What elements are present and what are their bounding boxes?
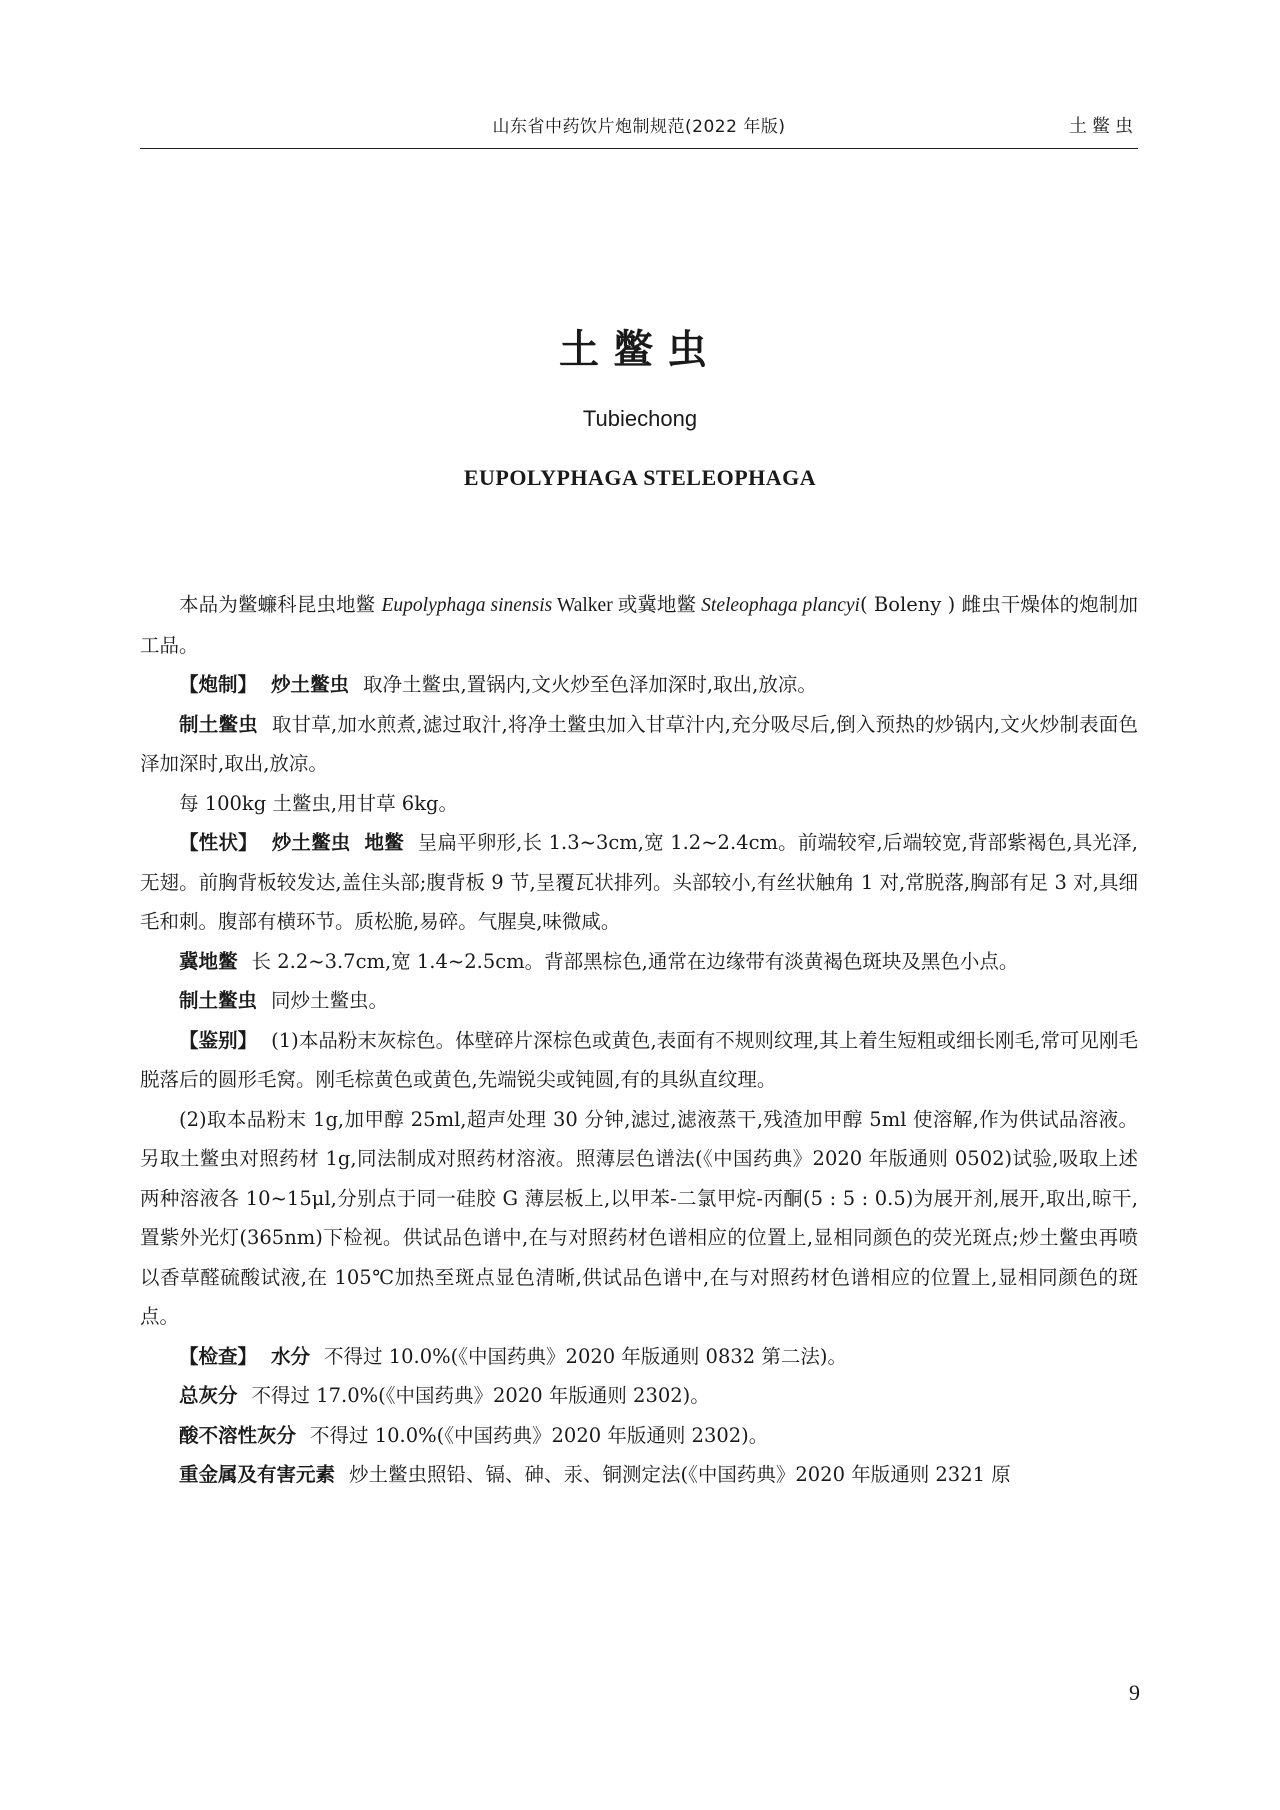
section-label-jiancha: 【检查】 <box>179 1344 258 1368</box>
section-label-jianbie: 【鉴别】 <box>179 1028 258 1052</box>
sub-label-suanburong: 酸不溶性灰分 <box>179 1423 297 1447</box>
page-number: 9 <box>1129 1680 1140 1705</box>
jiancha-paragraph <box>140 1337 1138 1377</box>
title-pinyin: Tubiechong <box>582 406 698 431</box>
running-title: 山东省中药饮片炮制规范(2022 年版) <box>492 117 786 137</box>
sub-label-chao: 炒土鳖虫 <box>271 673 350 696</box>
zhi2-text: 同炒土鳖虫。 <box>271 989 389 1012</box>
sub-label-zhi: 制土鳖虫 <box>179 712 258 736</box>
jianbie-text-1: (1)本品粉末灰棕色。体壁碎片深棕色或黄色,表面有不规则纹理,其上着生短粗或细长刚毛,常可见刚毛脱落后的圆形毛窝。刚毛棕黄色或黄色,先端锐尖或钝圆,有的具纵直纹理。 <box>140 1028 1138 1091</box>
page-title: 土鳖虫 <box>559 327 721 373</box>
sub-label-zhi-2: 制土鳖虫 <box>179 989 258 1012</box>
zhi2-paragraph <box>140 981 1138 1021</box>
section-label-paozhi: 【炮制】 <box>179 673 258 696</box>
sub-label-zhongjinshu: 重金属及有害元素 <box>179 1463 336 1486</box>
sub-label-jidibie: 冀地鳖 <box>179 949 238 973</box>
intro-text-2: Walker 或冀地鳖 <box>552 595 702 616</box>
jianbie-paragraph-2: (2)取本品粉末 1g,加甲醇 25ml,超声处理 30 分钟,滤过,滤液蒸干,残渣加甲醇 5ml 使溶解,作为供试品溶液。另取土鳖虫对照药材 1g,同法制成对照药材溶液。照薄层色谱法(《中国药典》2020 年版通则 0502)试验,吸取上述两种溶液各 10~15μl,分别点于同一硅胶 G 薄层板上,以甲苯-二氯甲烷-丙酮(5 : 5 : 0.5)为展开剂,展开,取出,晾干,置紫外光灯(365nm)下检视。供试品色谱中,在与对照药材色谱相应的位置上,显相同颜色的荧光斑点;炒土鳖虫再喷以香草醛硫酸试液,在 105℃加热至斑点显色清晰,供试品色谱中,在与对照药材色谱相应的位置上,显相同颜色的斑点。 <box>140 1107 1138 1328</box>
running-section-name: 土鳖虫 <box>1069 116 1138 137</box>
jianbie-paragraph-1 <box>140 1021 1138 1100</box>
suanburong-text: 不得过 10.0%(《中国药典》2020 年版通则 2302)。 <box>310 1423 769 1447</box>
zhi-paragraph <box>140 705 1138 784</box>
sub-label-chao-2: 炒土鳖虫 <box>271 831 351 854</box>
monograph-body <box>140 585 1138 1495</box>
xingzhuang-text: 呈扁平卵形,长 1.3~3cm,宽 1.2~2.4cm。前端较窄,后端较宽,背部紫褐色,具光泽,无翅。前胸背板较发达,盖住头部;腹背板 9 节,呈覆瓦状排列。头部较小,有丝状触角 1 对,常脱落,胸部有足 3 对,具细毛和刺。腹部有横环节。质松脆,易碎。气腥臭,味微咸。 <box>140 831 1138 933</box>
running-header <box>140 112 1138 149</box>
jidibie-text: 长 2.2~3.7cm,宽 1.4~2.5cm。背部黑棕色,通常在边缘带有淡黄褐色斑块及黑色小点。 <box>251 949 1019 973</box>
jidibie-paragraph <box>140 942 1138 982</box>
section-label-xingzhuang: 【性状】 <box>179 831 258 854</box>
sub-label-shuifen: 水分 <box>271 1344 311 1368</box>
zonghuifen-text: 不得过 17.0%(《中国药典》2020 年版通则 2302)。 <box>251 1384 710 1407</box>
ratio-paragraph: 每 100kg 土鳖虫,用甘草 6kg。 <box>179 791 459 815</box>
sub-label-zonghuifen: 总灰分 <box>179 1384 238 1407</box>
suanburong-paragraph <box>140 1416 1138 1456</box>
scientific-name-1: Eupolyphaga sinensis <box>381 595 553 616</box>
zhi-text: 取甘草,加水煎煮,滤过取汁,将净土鳖虫加入甘草汁内,充分吸尽后,倒入预热的炒锅内,文火炒制表面色泽加深时,取出,放凉。 <box>140 712 1138 775</box>
shuifen-text: 不得过 10.0%(《中国药典》2020 年版通则 0832 第二法)。 <box>324 1344 847 1368</box>
zonghuifen-paragraph <box>140 1376 1138 1416</box>
paozhi-text: 取净土鳖虫,置锅内,文火炒至色泽加深时,取出,放凉。 <box>363 673 817 696</box>
scientific-name-2: Steleophaga plancyi <box>701 595 860 616</box>
intro-text-3: ( Boleny ) 雌虫干燥体的炮制加工品。 <box>140 593 1139 657</box>
intro-text-1: 本品为鳖蠊科昆虫地鳖 <box>179 593 382 616</box>
intro-paragraph <box>140 585 1138 665</box>
title-latin: EUPOLYPHAGA STELEOPHAGA <box>463 465 817 490</box>
sub-label-dibie: 地鳖 <box>364 831 404 854</box>
paozhi-paragraph <box>140 665 1138 705</box>
xingzhuang-paragraph <box>140 823 1138 942</box>
zhongjinshu-text: 炒土鳖虫照铅、镉、砷、汞、铜测定法(《中国药典》2020 年版通则 2321 原 <box>349 1463 1011 1486</box>
zhongjinshu-paragraph <box>140 1455 1138 1495</box>
